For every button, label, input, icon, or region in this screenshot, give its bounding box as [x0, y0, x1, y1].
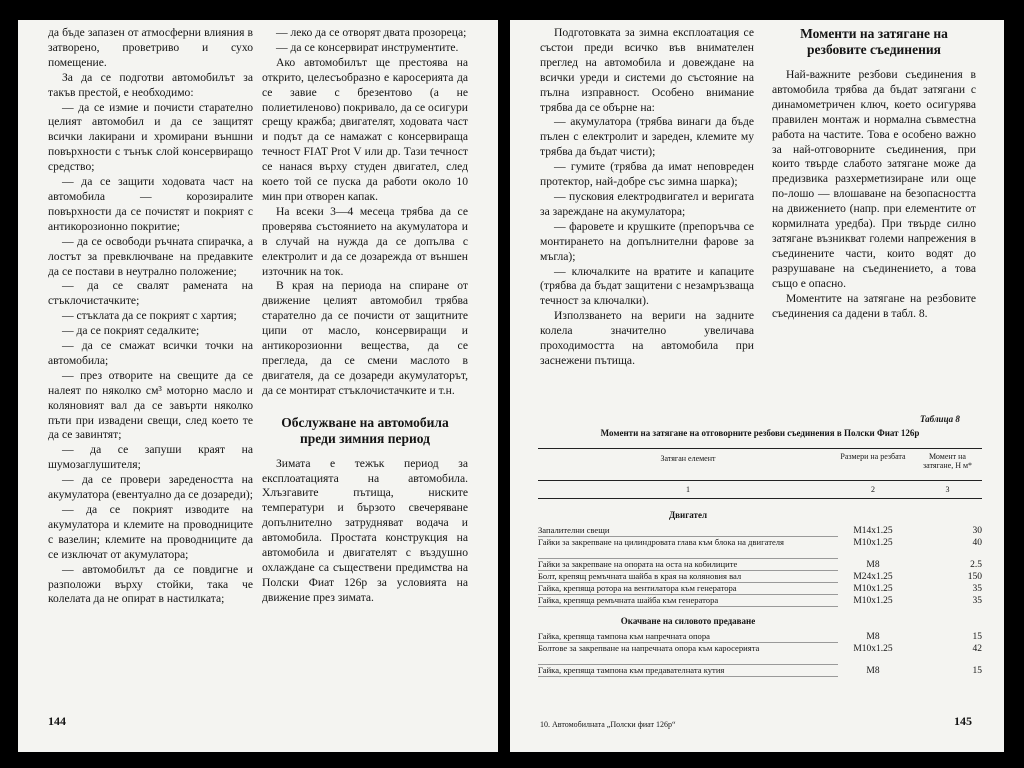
page-footer-note: 10. Автомобилната „Полски фиат 126р“ [540, 720, 676, 729]
table-cell-element: Болтове за закрепване на напречната опора към каросерията [538, 643, 760, 653]
paragraph: — леко да се отворят двата прозореца; [276, 26, 467, 39]
table-cell-element: Болт, крепящ ремъчната шайба в края на коляновия вал [538, 571, 742, 581]
table-cell-thread: M14x1.25 [853, 526, 893, 536]
section-heading-torque: Моменти на затягане на резбовите съединения [800, 26, 948, 57]
paragraph: — да се запуши краят на шумозаглушителя; [48, 443, 253, 472]
right-page [510, 20, 1004, 752]
table-cell-thread: M8 [866, 666, 880, 676]
paragraph: Зимата е тежък период за експлоатацията на автомобила. Хлъзгавите пътища, ниските температури и бързото свечеряване допълнително затрудняват водача и автомобила. Простата конструкция на автомобила и двигателят с въздушно охлаждане са съществени предимства на Полски Фиат 126р за условията на движение през зимата. [262, 456, 468, 604]
paragraph: В края на периода на спиране от движение целият автомобил трябва старателно да се почисти от защитните ципи от масло, консервиращи и антикорозионни вещества, да се прегледа, да се смени маслото в двигателя, да се дозареди акумулаторът, да се монтират стъклочистачките и т.н. [262, 279, 468, 397]
paragraph: — да се покрият седалките; [62, 324, 200, 338]
book-gutter [498, 0, 510, 768]
paragraph: — да се измие и почисти старателно целият автомобил и да се защитят всички лакирани и хромирани външни повърхности с тънък слой консервиращо средство; [48, 100, 253, 174]
paragraph: да бъде запазен от атмосферни влияния в затворено, проветриво и сухо помещение. [48, 26, 253, 69]
table-cell-element: Гайки за закрепване на цилиндровата глава към блока на двигателя [538, 537, 785, 547]
left-column-2 [262, 26, 468, 606]
table-col-number-3: 3 [945, 485, 950, 494]
table-cell-torque: 35 [972, 584, 982, 594]
paragraph: — да се свалят рамената на стъклочистачките; [48, 279, 253, 308]
paragraph: На всеки 3—4 месеца трябва да се проверява състоянието на акумулатора и в случай на нужда да се допълва с електролит и да се дозарежда от външен източник на ток. [262, 204, 468, 278]
table-col-number-2: 2 [871, 485, 875, 494]
paragraph: — да се освободи ръчната спирачка, а лостът за превключване на предавките да се постави в неутрално положение; [48, 234, 253, 278]
paragraph: — да се смажат всички точки на автомобила; [48, 339, 253, 367]
table-cell-thread: M10x1.25 [853, 596, 893, 606]
paragraph: — да се защити ходовата част на автомобила — корозиралите повърхности да се почистят и покрият с антикорозионно покритие; [48, 175, 253, 233]
paragraph: Използването на вериги на задните колела значително увеличава проходимостта на автомобила при заснежени пътища. [540, 309, 754, 367]
table-title: Моменти на затягане на отговорните резбови съединения в Полски Фиат 126р [600, 428, 920, 438]
paragraph: За да се подготви автомобилът за такъв престой, е необходимо: [48, 70, 253, 99]
paragraph: — автомобилът да се повдигне и разположи върху стойки, така че колелата да не опират в настилката; [48, 562, 253, 606]
paragraph: — пусковия електродвигател и веригата за зареждане на акумулатора; [540, 189, 754, 218]
table-cell-torque: 150 [967, 572, 982, 582]
page-number-left: 144 [48, 714, 66, 728]
table-section-heading: Окачване на силовото предаване [620, 616, 756, 626]
table-header-torque: Момент на затягане, Н м* [922, 452, 973, 470]
right-column-1 [540, 26, 754, 369]
left-page [18, 20, 498, 752]
paragraph: Ако автомобилът ще престоява на открито, целесъобразно е каросерията да се завие с брезентово (а не полиетиленово) покривало, да се осигури срещу кражба; двигателят, ходовата част и подът да се намажат с консервираща течност FIAT Prot V или др. Тази течност се нанася върху студен двигател, след което той се пуска да работи около 10 мин при отворен капак. [262, 55, 468, 203]
paragraph: — гумите (трябва да имат неповреден протектор, най-добре със зимна шарка); [540, 160, 754, 189]
table-cell-element: Гайка, крепяща тампона към предавателната кутия [538, 665, 725, 675]
table-cell-element: Запалителни свещи [538, 525, 610, 535]
table-cell-torque: 15 [972, 632, 982, 642]
paragraph: — да се покрият изводите на акумулатора и клемите на проводниците с вазелин; клемите на проводниците да се изключат от акумулатора; [48, 503, 253, 561]
table-cell-element: Гайка, крепяща ремъчната шайба към генератора [538, 595, 719, 605]
paragraph: — да се консервират инструментите. [276, 40, 459, 54]
table-cell-torque: 2.5 [970, 560, 982, 570]
table-cell-thread: M10x1.25 [853, 538, 893, 548]
table-cell-element: Гайки за закрепване на опората на оста на кобилиците [538, 559, 738, 569]
table-header-thread: Размери на резбата [840, 452, 906, 461]
table-cell-thread: M10x1.25 [853, 584, 893, 594]
table-cell-thread: M8 [866, 632, 880, 642]
table-section-heading: Двигател [668, 510, 708, 520]
paragraph: — ключалките на вратите и капаците (трябва да бъдат защитени с незамръзваща течност за ключалки). [540, 264, 754, 308]
paragraph: Подготовката за зимна експлоатация се състои преди всичко във внимателен преглед на автомобила и довеждане на всички уреди и системи до състояние на пълна изправност. Особено внимание трябва да се обърне на: [540, 26, 754, 114]
table-cell-thread: M8 [866, 560, 880, 570]
table-cell-torque: 35 [972, 596, 982, 606]
paragraph: — стъклата да се покрият с хартия; [62, 309, 237, 323]
table-cell-thread: M24x1.25 [853, 572, 893, 582]
table-cell-element: Гайка, крепяща тампона към напречната опора [538, 631, 710, 641]
table-header-element: Затяган елемент [660, 454, 716, 463]
table-cell-torque: 15 [972, 666, 982, 676]
section-heading-winter: Обслужване на автомобила преди зимния период [281, 414, 449, 446]
paragraph: — през отворите на свещите да се налеят по няколко см³ моторно масло и коляновият вал да се завърти няколко пъти при извадени свещи, след което те да се завинтят; [48, 368, 253, 442]
table-cell-element: Гайка, крепяща ротора на вентилатора към генератора [538, 583, 737, 593]
paragraph: — акумулатора (трябва винаги да бъде пълен с електролит и зареден, клемите му трябва да бъдат чисти); [540, 115, 754, 159]
paragraph: Моментите на затягане на резбовите съединения са дадени в табл. 8. [772, 291, 976, 320]
paragraph: Най-важните резбови съединения в автомобила трябва да бъдат затягани с динамометричен ключ, което осигурява правилен монтаж и нормална съвместна работа на частите. Това е особено важно за най-отговорните съединения, при които твърде слабото затягане може да предизвика разхерметизиране или още по-лошо — влошаване на безопасността на движението (напр. при елементите от кормилната уредба). При твърде силно затягане възникват големи напрежения в съединените части, които водят до разрушаване на съединението, а това също е опасно. [772, 68, 976, 290]
page-number-right: 145 [954, 714, 972, 728]
table-col-number-1: 1 [686, 485, 690, 494]
paragraph: — фаровете и крушките (препоръчва се монтирането на допълнителни фарове за мъгла); [540, 219, 754, 263]
table-cell-torque: 30 [972, 526, 982, 536]
table-label: Таблица 8 [920, 414, 960, 424]
paragraph: — да се провери заредеността на акумулатора (евентуално да се дозареди); [48, 473, 253, 502]
table-cell-torque: 40 [972, 538, 982, 548]
left-column-1 [48, 26, 253, 607]
right-column-2 [772, 26, 976, 321]
table-cell-thread: M10x1.25 [853, 644, 893, 654]
table-cell-torque: 42 [972, 644, 982, 654]
